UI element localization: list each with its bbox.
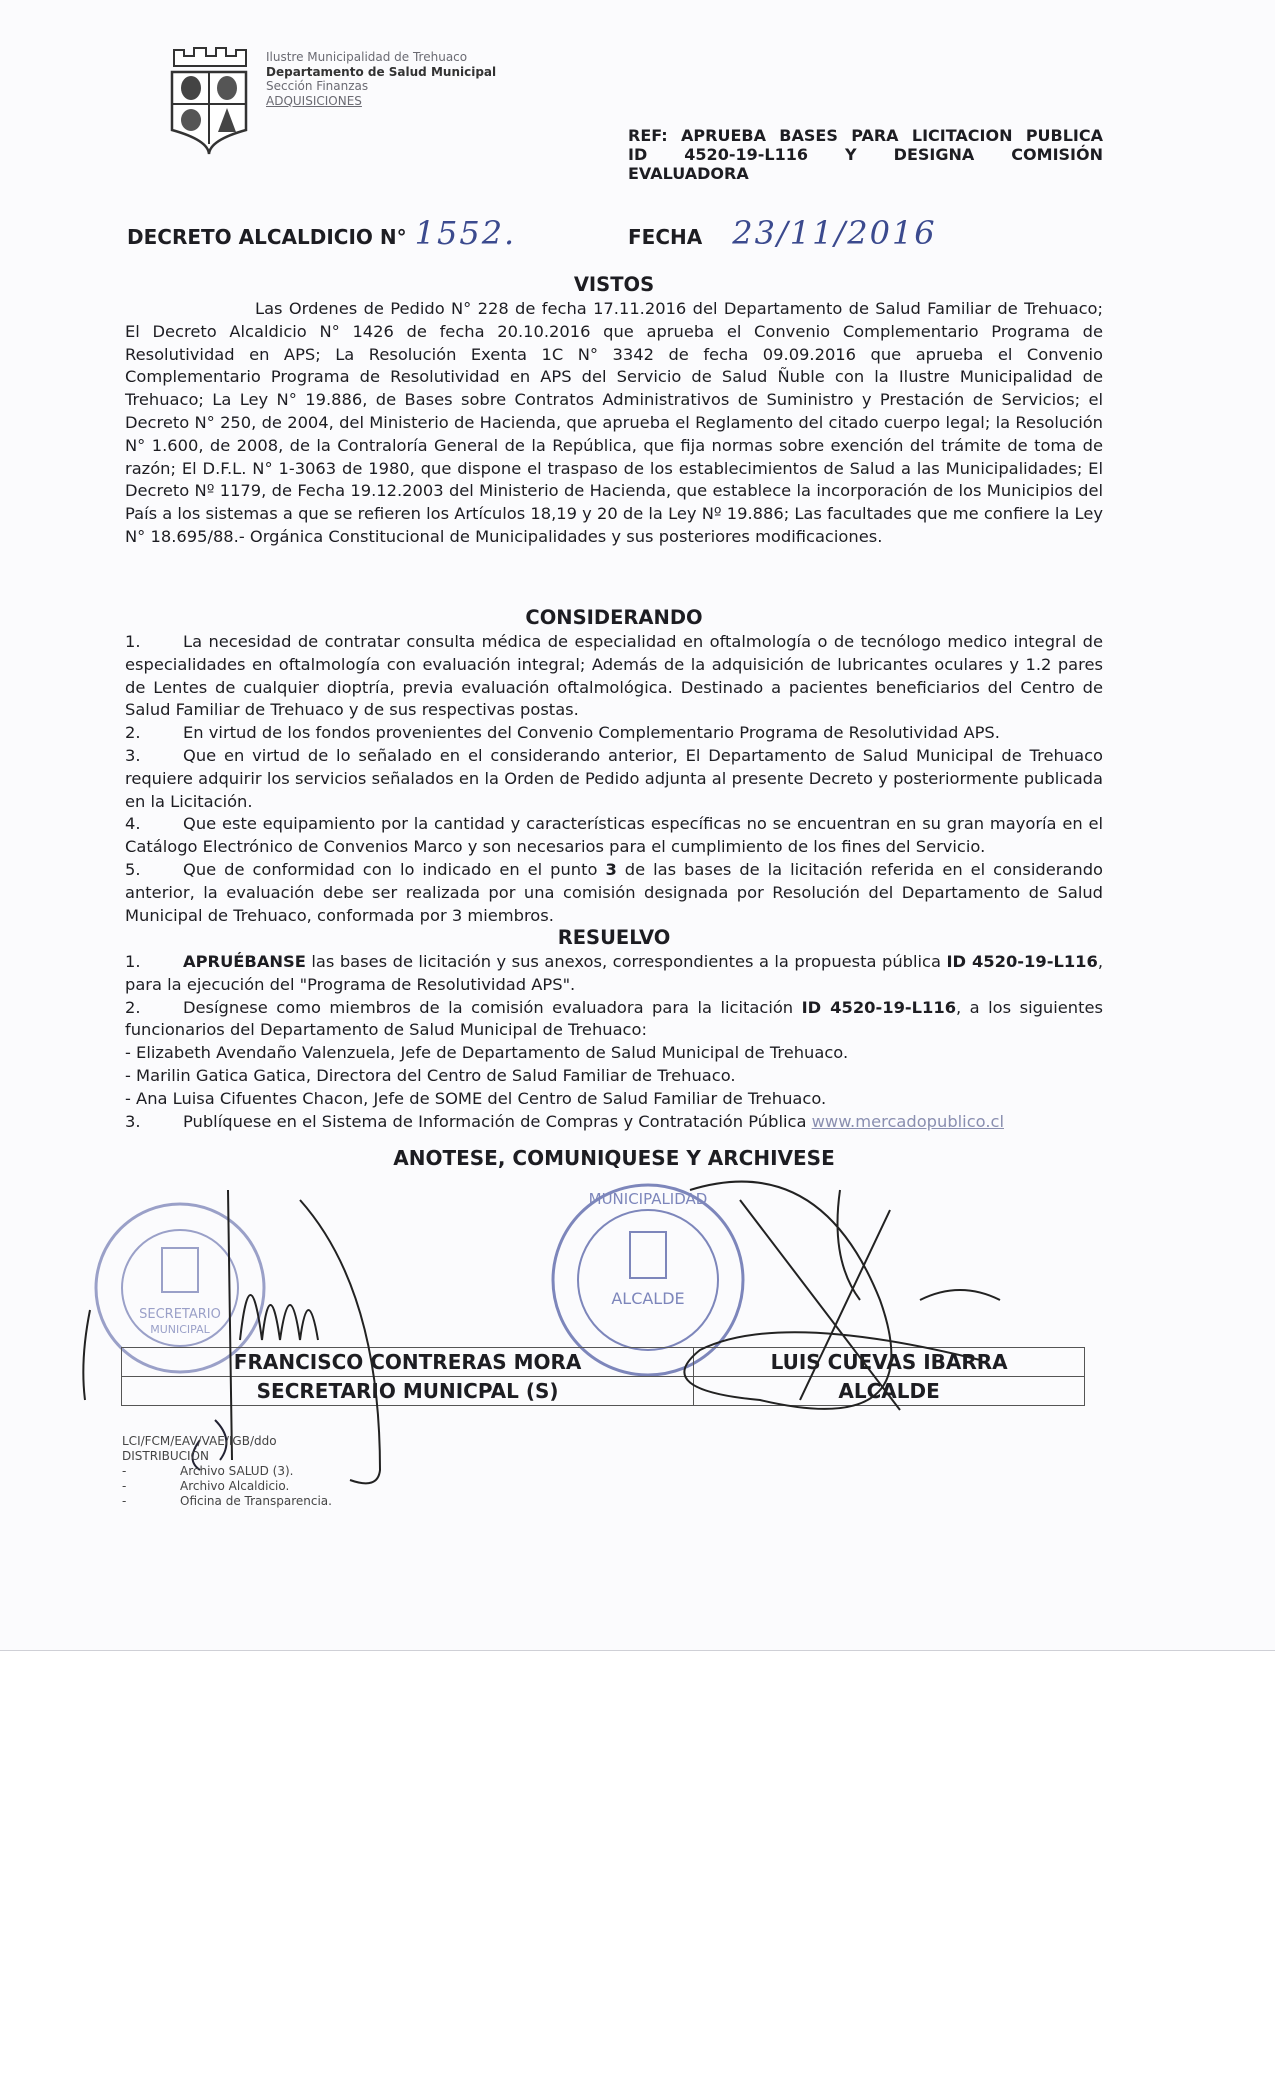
ref-line-1: REF: APRUEBA BASES PARA LICITACION PUBLICA	[628, 126, 1103, 145]
date-handwritten: 23/11/2016	[732, 214, 937, 252]
considerando-title: CONSIDERANDO	[525, 606, 703, 629]
date-label: FECHA	[628, 225, 703, 249]
svg-text:ALCALDE: ALCALDE	[611, 1289, 685, 1308]
commission-member: - Marilin Gatica Gatica, Directora del Centro de Salud Familiar de Trehuaco.	[125, 1065, 736, 1085]
vistos-title: VISTOS	[573, 273, 655, 296]
mercadopublico-link[interactable]: www.mercadopublico.cl	[811, 1111, 1004, 1131]
distribution-title: DISTRIBUCIÓN	[122, 1449, 209, 1463]
distribution-item: - Archivo SALUD (3).	[122, 1464, 294, 1478]
distribution-item: - Oficina de Transparencia.	[122, 1494, 332, 1508]
considerando-item: 3. Que en virtud de lo señalado en el considerando anterior, El Departamento de Salud Municipal de Trehuaco requiere adquirir los servicios señalados en la Orden de Pedido adjunta al presente Decreto y posteriormente publicada en la Licitación.	[125, 745, 1103, 811]
letterhead-unit: ADQUISICIONES	[266, 93, 362, 108]
decree-label: DECRETO ALCALDICIO N°	[127, 225, 407, 249]
letterhead-section: Sección Finanzas	[266, 79, 369, 93]
distribution-block	[122, 1434, 332, 1509]
commission-member: - Ana Luisa Cifuentes Chacon, Jefe de SOME del Centro de Salud Familiar de Trehuaco.	[125, 1088, 827, 1108]
resuelvo-title: RESUELVO	[557, 926, 671, 949]
signer-2-name: LUIS CUEVAS IBARRA	[694, 1348, 1085, 1377]
svg-text:MUNICIPAL: MUNICIPAL	[150, 1323, 210, 1336]
ref-line-3: EVALUADORA	[628, 164, 749, 183]
considerando-item: 4. Que este equipamiento por la cantidad y características específicas no se encuentran en su gran mayoría en el Catálogo Electrónico de Convenios Marco y son necesarios para el cumplimiento de los fines del Servicio.	[125, 814, 1103, 857]
closing-formula: ANOTESE, COMUNIQUESE Y ARCHIVESE	[393, 1146, 835, 1170]
resuelvo-item-3: 3. Publíquese en el Sistema de Información de Compras y Contratación Pública www.mercadopublico.cl	[125, 1111, 1004, 1131]
svg-text:SECRETARIO: SECRETARIO	[139, 1307, 221, 1322]
svg-text:MUNICIPALIDAD: MUNICIPALIDAD	[588, 1190, 708, 1208]
ref-line-2: ID 4520-19-L116 Y DESIGNA COMISIÓN	[628, 145, 1103, 164]
considerando-item: 1. La necesidad de contratar consulta médica de especialidad en oftalmología o de tecnólogo medico integral de especialidades en oftalmología con evaluación integral; Además de la adquisición de lubricantes oculares y 1.2 pares de Lentes de cualquier dioptría, previa evaluación oftalmológica. Destinado a pacientes beneficiarios del Centro de Salud Familiar de Trehuaco y de sus respectivas postas.	[125, 632, 1103, 720]
distribution-item: - Archivo Alcaldicio.	[122, 1479, 290, 1493]
resuelvo-item-1: 1. APRUÉBANSE las bases de licitación y sus anexos, correspondientes a la propuesta pública ID 4520-19-L116, para la ejecución del "Programa de Resolutividad APS".	[125, 952, 1104, 994]
mayor-signature	[684, 1182, 1000, 1410]
signer-2-role: ALCALDE	[694, 1377, 1085, 1406]
letterhead-municipality: Ilustre Municipalidad de Trehuaco	[266, 50, 468, 64]
commission-member: - Elizabeth Avendaño Valenzuela, Jefe de Departamento de Salud Municipal de Trehuaco.	[125, 1043, 849, 1063]
signer-1-name: FRANCISCO CONTRERAS MORA	[122, 1348, 694, 1377]
considerando-item: 2. En virtud de los fondos provenientes del Convenio Complementario Programa de Resolutividad APS.	[125, 723, 1000, 743]
resuelvo-item-2: 2. Desígnese como miembros de la comisión evaluadora para la licitación ID 4520-19-L116, a los siguientes funcionarios del Departamento de Salud Municipal de Trehuaco:	[125, 997, 1103, 1040]
decree-number-handwritten: 1552.	[414, 214, 517, 252]
considerando-item: 5. Que de conformidad con lo indicado en el punto 3 de las bases de la licitación referida en el considerando anterior, la evaluación debe ser realizada por una comisión designada por Resolución del Departamento de Salud Municipal de Trehuaco, conformada por 3 miembros.	[125, 859, 1104, 925]
vistos-text: Las Ordenes de Pedido N° 228 de fecha 17.11.2016 del Departamento de Salud Familiar de Trehuaco; El Decreto Alcaldicio N° 1426 de fecha 20.10.2016 que aprueba el Convenio Complementario Programa de Resolutividad en APS; La Resolución Exenta 1C N° 3342 de fecha 09.09.2016 que aprueba el Convenio Complementario Programa de Resolutividad en APS del Servicio de Salud Ñuble con la Ilustre Municipalidad de Trehuaco; La Ley N° 19.886, de Bases sobre Contratos Administrativos de Suministro y Prestación de Servicios; el Decreto N° 250, de 2004, del Ministerio de Hacienda, que aprueba el Reglamento del citado cuerpo legal; la Resolución N° 1.600, de 2008, de la Contraloría General de la República, que fija normas sobre exención del trámite de toma de razón; El D.F.L. N° 1-3063 de 1980, que dispone el traspaso de los establecimientos de Salud a las Municipalidades; El Decreto Nº 1179, de Fecha 19.12.2003 del Ministerio de Hacienda, que establece la incorporación de los Municipios del País a los sistemas a que se refieren los Artículos 18,19 y 20 de la Ley Nº 19.886; Las facultades que me confiere la Ley N° 18.695/88.- Orgánica Constitucional de Municipalidades y sus posteriores modificaciones.	[125, 299, 1103, 546]
letterhead-department: Departamento de Salud Municipal	[266, 64, 497, 79]
signer-1-role: SECRETARIO MUNICPAL (S)	[122, 1377, 694, 1406]
initials: LCI/FCM/EAV/VAE/IGB/ddo	[122, 1434, 277, 1448]
